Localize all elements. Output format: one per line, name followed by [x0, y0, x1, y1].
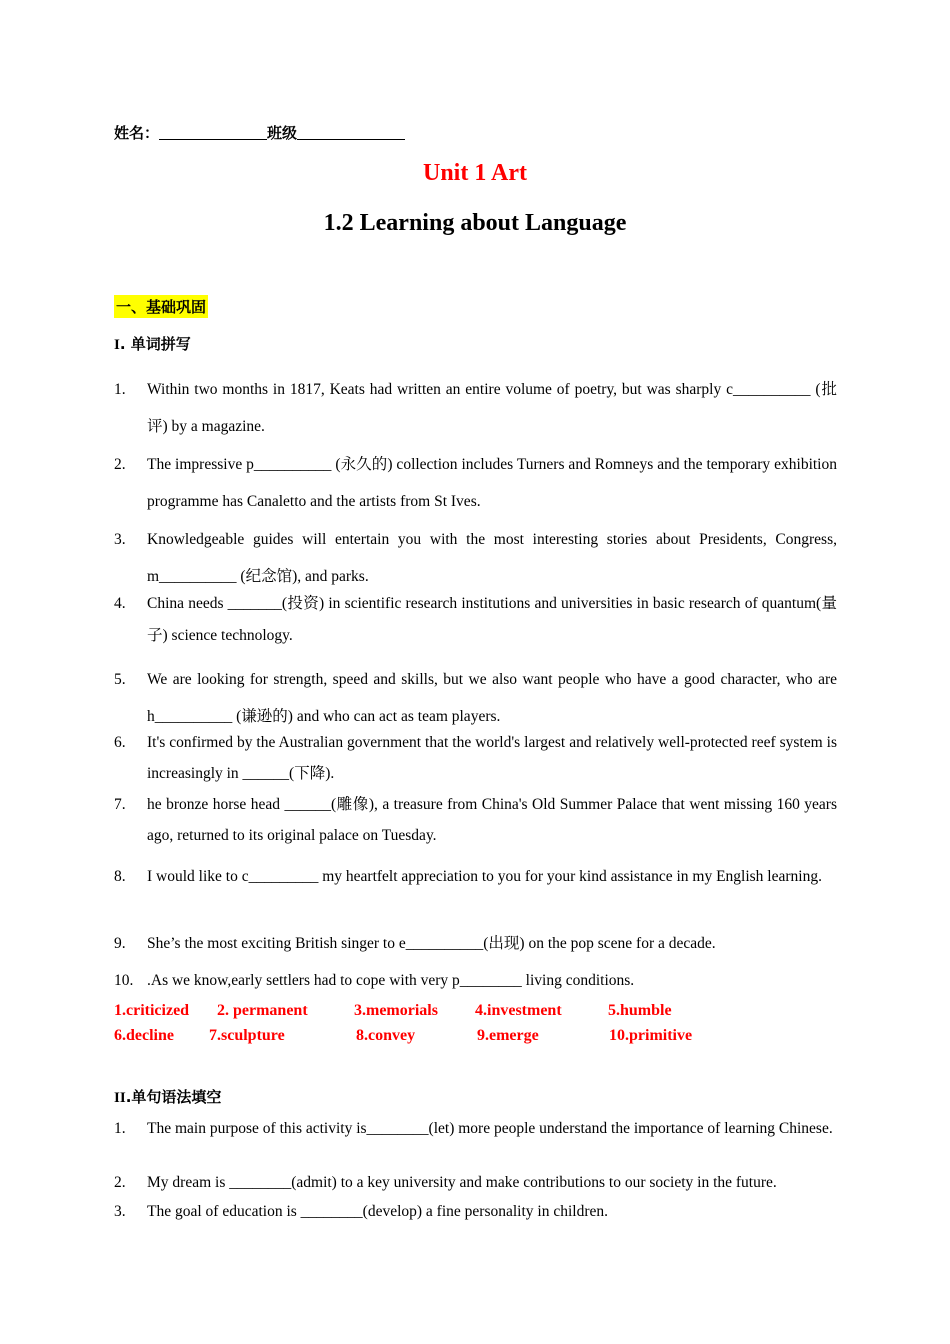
list-item: [114, 789, 837, 851]
item-number: 4.: [114, 595, 126, 612]
item-text: .As we know,early settlers had to cope with very p________ living conditions.: [147, 972, 635, 989]
item-number: 8.: [114, 868, 126, 885]
list-item: [114, 858, 837, 895]
part1-label: . 单词拼写: [119, 335, 191, 353]
item-text: The main purpose of this activity is________(let) more people understand the importance of learning Chinese.: [147, 1120, 833, 1137]
answer: 1.criticized: [114, 1002, 190, 1019]
item-number: 6.: [114, 734, 126, 751]
list-item: [114, 661, 837, 735]
part2-label: .单句语法填空: [125, 1088, 222, 1106]
answer: 2. permanent: [217, 1002, 308, 1019]
section-heading: 一、基础巩固: [114, 295, 208, 318]
list-item: [114, 1172, 837, 1194]
item-number: 9.: [114, 935, 126, 952]
item-text: My dream is ________(admit) to a key university and make contributions to our society in the future.: [147, 1174, 777, 1191]
student-info-line: [114, 122, 405, 143]
item-text: I would like to c_________ my heartfelt appreciation to you for your kind assistance in my English learning.: [147, 868, 822, 885]
item-number: 10.: [114, 972, 134, 989]
part1-roman: I: [114, 337, 120, 353]
item-text: Within two months in 1817, Keats had written an entire volume of poetry, but was sharply c__________ (批评) by a magazine.: [147, 381, 837, 435]
item-text: The goal of education is ________(develop) a fine personality in children.: [147, 1203, 608, 1220]
item-number: 3.: [114, 531, 126, 548]
list-item: [114, 588, 837, 652]
part2-roman: II: [114, 1090, 126, 1106]
item-text: he bronze horse head ______(雕像), a treasure from China's Old Summer Palace that went missing 160 years ago, returned to its original palace on Tuesday.: [147, 796, 837, 844]
name-blank[interactable]: [159, 125, 267, 140]
list-item: [114, 970, 837, 992]
list-item: [114, 727, 837, 789]
answer: 8.convey: [356, 1027, 416, 1044]
lesson-title: 1.2 Learning about Language: [323, 210, 627, 236]
item-text: The impressive p__________ (永久的) collection includes Turners and Romneys and the temporary exhibition programme has Canaletto and the artists from St Ives.: [147, 456, 837, 510]
list-item: [114, 933, 837, 955]
class-blank[interactable]: [297, 125, 405, 140]
item-number: 1.: [114, 1120, 126, 1137]
item-text: She’s the most exciting British singer to e__________(出现) on the pop scene for a decade.: [147, 935, 716, 952]
item-text: We are looking for strength, speed and skills, but we also want people who have a good character, who are h__________ (谦逊的) and who can act as team players.: [147, 671, 837, 725]
list-item: [114, 371, 837, 445]
unit-title: Unit 1 Art: [423, 160, 527, 186]
item-number: 3.: [114, 1203, 126, 1220]
item-text: China needs _______(投资) in scientific research institutions and universities in basic research of quantum(量子) science technology.: [147, 595, 837, 644]
list-item: [114, 446, 837, 520]
answer: 4.investment: [475, 1002, 562, 1019]
item-number: 2.: [114, 1174, 126, 1191]
answer: 10.primitive: [609, 1027, 693, 1044]
item-text: Knowledgeable guides will entertain you with the most interesting stories about Presidents, Congress, m__________ (纪念馆), and parks.: [147, 531, 837, 585]
answer: 3.memorials: [354, 1002, 438, 1019]
class-label: 班级: [267, 124, 298, 142]
item-number: 5.: [114, 671, 126, 688]
list-item: [114, 521, 837, 595]
item-number: 1.: [114, 381, 126, 398]
item-text: It's confirmed by the Australian government that the world's largest and relatively well-protected reef system is increasingly in ______(下降).: [147, 734, 837, 782]
part1-heading: [114, 333, 191, 354]
list-item: [114, 1201, 837, 1223]
item-number: 7.: [114, 796, 126, 813]
answer: 9.emerge: [477, 1027, 539, 1044]
answer: 5.humble: [608, 1002, 672, 1019]
list-item: [114, 1114, 837, 1143]
part2-heading: [114, 1086, 221, 1107]
answer: 7.sculpture: [209, 1027, 285, 1044]
answer: 6.decline: [114, 1027, 174, 1044]
item-number: 2.: [114, 456, 126, 473]
name-label: 姓名：: [114, 124, 160, 142]
